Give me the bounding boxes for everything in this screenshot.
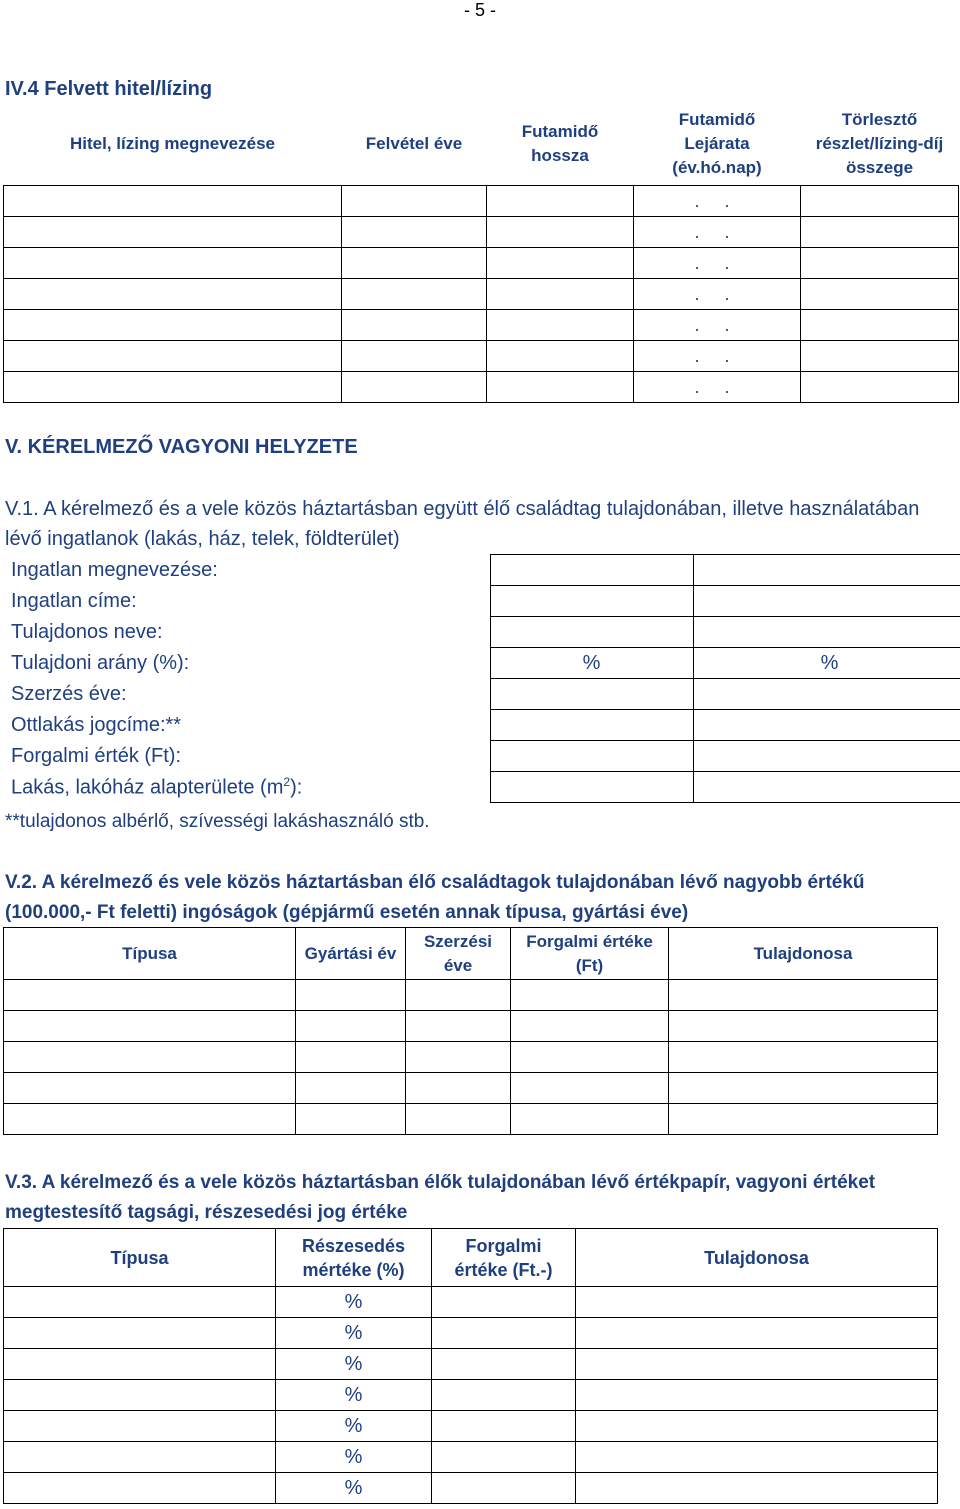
movables-table-header [4,928,938,980]
movables-cell[interactable] [296,1042,406,1073]
securities-cell[interactable]: % [276,1411,432,1442]
property-label: Forgalmi érték (Ft): [11,744,182,767]
loan-cell[interactable] [487,340,634,371]
property-row-area [3,772,960,803]
securities-row [4,1442,938,1473]
securities-row [4,1318,938,1349]
securities-row [4,1287,938,1318]
section-v1-text: V.1. A kérelmező és a vele közös háztartásban együtt élő családtag tulajdonában, illetve használatában lévő ingatlanok (lakás, ház, telek, földterület) [5,498,920,550]
securities-cell[interactable] [576,1442,938,1473]
securities-cell[interactable] [4,1473,276,1504]
loan-cell[interactable]: . . [634,278,801,309]
loan-cell[interactable] [801,216,959,247]
property-row [3,617,960,648]
securities-cell[interactable]: % [276,1473,432,1504]
loan-cell[interactable] [801,371,959,402]
property-cell[interactable] [693,586,960,617]
securities-cell[interactable] [4,1318,276,1349]
loan-cell[interactable] [342,371,487,402]
loan-cell[interactable] [4,340,342,371]
loan-row [4,185,959,216]
securities-row [4,1411,938,1442]
securities-cell[interactable] [432,1473,576,1504]
property-row [3,648,960,679]
movables-cell[interactable] [406,980,511,1011]
loan-cell[interactable]: . . [634,340,801,371]
property-row [3,679,960,710]
col-owner: Tulajdonosa [669,928,938,980]
col-manufacture-year: Gyártási év [296,928,406,980]
securities-cell[interactable] [4,1349,276,1380]
securities-row [4,1380,938,1411]
movables-cell[interactable] [4,980,296,1011]
movables-cell[interactable] [296,980,406,1011]
loan-row [4,371,959,402]
movables-row [4,1073,938,1104]
loan-cell[interactable] [4,371,342,402]
loan-cell[interactable] [4,185,342,216]
movables-cell[interactable] [406,1073,511,1104]
movables-cell[interactable] [669,1104,938,1135]
movables-cell[interactable] [511,980,669,1011]
securities-cell[interactable] [576,1473,938,1504]
loan-cell[interactable] [342,185,487,216]
property-cell[interactable] [490,617,693,648]
securities-cell[interactable] [576,1380,938,1411]
loan-cell[interactable] [342,340,487,371]
property-label: Ingatlan címe: [11,589,137,612]
property-cell[interactable] [490,555,693,586]
movables-cell[interactable] [669,1042,938,1073]
loan-cell[interactable] [487,185,634,216]
col-start-year: Felvétel éve [365,133,463,153]
loan-cell[interactable]: . . [634,309,801,340]
property-cell[interactable] [693,710,960,741]
securities-cell[interactable] [432,1380,576,1411]
property-row [3,741,960,772]
col-market-value: Forgalmi értéke (Ft) [511,928,669,980]
movables-cell[interactable] [406,1042,511,1073]
loan-cell[interactable] [4,247,342,278]
property-row [3,586,960,617]
securities-cell[interactable] [4,1411,276,1442]
loan-row [4,216,959,247]
movables-cell[interactable] [406,1011,511,1042]
securities-cell[interactable]: % [276,1380,432,1411]
section-v1-footnote: **tulajdonos albérlő, szívességi lakáshasználó stb. [5,811,430,832]
movables-cell[interactable] [669,1011,938,1042]
property-cell[interactable] [693,741,960,772]
col-sec-share: Részesedés mértéke (%) [276,1229,432,1287]
col-sec-owner: Tulajdonosa [576,1229,938,1287]
property-cell[interactable] [490,679,693,710]
movables-cell[interactable] [406,1104,511,1135]
loan-row [4,309,959,340]
property-cell[interactable]: % [490,648,693,679]
loan-row [4,247,959,278]
securities-row [4,1349,938,1380]
col-sec-type: Típusa [4,1229,276,1287]
loan-cell[interactable] [487,216,634,247]
securities-table [3,1228,938,1504]
securities-cell[interactable] [576,1411,938,1442]
section-v2-text: V.2. A kérelmező és vele közös háztartásban élő családtagok tulajdonában lévő nagyobb értékű (100.000,- Ft feletti) ingóságok (gépjármű esetén annak típusa, gyártási éve) [5,872,865,923]
securities-cell[interactable] [576,1349,938,1380]
property-label: Ottlakás jogcíme:** [11,713,182,736]
loan-cell[interactable] [801,278,959,309]
loan-cell[interactable] [4,309,342,340]
movables-cell[interactable] [296,1011,406,1042]
movables-cell[interactable] [4,1011,296,1042]
securities-cell[interactable] [576,1318,938,1349]
loan-cell[interactable] [342,309,487,340]
movables-table [3,927,938,1135]
property-label: Szerzés éve: [11,682,127,705]
property-row [3,555,960,586]
movables-cell[interactable] [296,1104,406,1135]
loan-cell[interactable]: . . [634,371,801,402]
movables-row [4,1104,938,1135]
loan-cell[interactable] [4,278,342,309]
section-iv4-title: IV.4 Felvett hitel/lízing [5,78,213,100]
loan-cell[interactable] [487,247,634,278]
loan-cell[interactable]: . . [634,247,801,278]
loan-row [4,278,959,309]
loan-cell[interactable] [801,185,959,216]
movables-cell[interactable] [4,1073,296,1104]
securities-cell[interactable] [4,1442,276,1473]
movables-cell[interactable] [511,1073,669,1104]
securities-cell[interactable] [432,1411,576,1442]
property-label-area: Lakás, lakóház alapterülete $(m^2)$: [11,774,303,799]
property-table [3,554,960,803]
securities-cell[interactable] [432,1442,576,1473]
property-label: Tulajdoni arány (%): [11,651,190,674]
col-type: Típusa [4,928,296,980]
movables-cell[interactable] [4,1104,296,1135]
securities-cell[interactable]: % [276,1349,432,1380]
property-cell[interactable] [693,679,960,710]
movables-cell[interactable] [511,1042,669,1073]
securities-cell[interactable]: % [276,1318,432,1349]
property-cell[interactable] [490,710,693,741]
section-v-title: V. KÉRELMEZŐ VAGYONI HELYZETE [5,436,358,458]
movables-cell[interactable] [511,1104,669,1135]
col-sec-value: Forgalmi értéke (Ft.-) [432,1229,576,1287]
loan-cell[interactable] [342,216,487,247]
loan-row [4,340,959,371]
property-cell[interactable]: % [693,648,960,679]
property-cell-area-1[interactable] [490,772,693,803]
property-label: Tulajdonos neve: [11,620,163,643]
securities-cell[interactable] [576,1287,938,1318]
movables-row [4,980,938,1011]
movables-cell[interactable] [4,1042,296,1073]
loan-cell[interactable] [801,340,959,371]
property-label: Ingatlan megnevezése: [11,558,218,581]
securities-row [4,1473,938,1504]
securities-cell[interactable] [4,1287,276,1318]
loan-cell[interactable] [342,247,487,278]
loan-cell[interactable]: . . [634,185,801,216]
securities-cell[interactable] [4,1380,276,1411]
section-v3-text: V.3. A kérelmező és a vele közös háztartásban élők tulajdonában lévő értékpapír, vagyoni értéket megtestesítő tagsági, részesedési jog értéke [5,1172,876,1223]
securities-cell[interactable] [432,1349,576,1380]
col-expiry: Futamidő Lejárata (év.hó.nap) [672,109,762,177]
loan-cell[interactable] [487,278,634,309]
movables-cell[interactable] [669,1073,938,1104]
col-installment: Törlesztő részlet/lízing-díj összege [815,109,944,177]
property-cell[interactable] [490,586,693,617]
securities-table-header [4,1229,938,1287]
movables-cell[interactable] [669,980,938,1011]
property-cell-area-2[interactable] [693,772,960,803]
loan-cell[interactable] [4,216,342,247]
col-acquired-year: Szerzési éve [406,928,511,980]
movables-cell[interactable] [511,1011,669,1042]
movables-cell[interactable] [296,1073,406,1104]
securities-cell[interactable] [432,1287,576,1318]
movables-row [4,1042,938,1073]
loan-cell[interactable]: . . [634,216,801,247]
property-cell[interactable] [693,555,960,586]
securities-cell[interactable]: % [276,1287,432,1318]
col-duration: Futamidő hossza [521,121,599,165]
property-row [3,710,960,741]
securities-cell[interactable]: % [276,1442,432,1473]
movables-row [4,1011,938,1042]
loan-cell[interactable] [487,371,634,402]
loan-table [3,103,959,403]
loan-cell[interactable] [801,247,959,278]
loan-cell[interactable] [342,278,487,309]
securities-cell[interactable] [432,1318,576,1349]
property-cell[interactable] [490,741,693,772]
loan-table-header [4,103,959,185]
page-number: - 5 - [463,0,496,20]
col-loan-name: Hitel, lízing megnevezése [69,133,275,153]
loan-cell[interactable] [487,309,634,340]
loan-cell[interactable] [801,309,959,340]
property-cell[interactable] [693,617,960,648]
